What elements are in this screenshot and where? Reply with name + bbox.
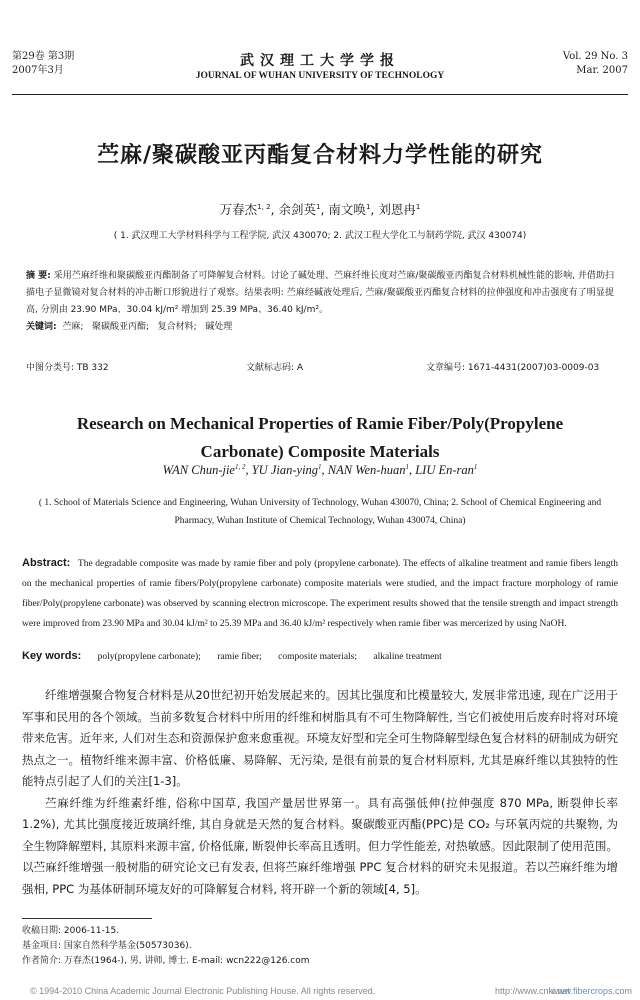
page-footer: [0, 984, 640, 1000]
author-sup: 1: [316, 203, 321, 211]
watermark-text: www.fibercrops.com: [551, 986, 632, 996]
title-cn: 苎麻/聚碳酸亚丙酯复合材料力学性能的研究: [96, 143, 544, 168]
footnotes: [22, 924, 618, 969]
keyword-item: 碱处理: [205, 322, 233, 332]
abstract-cn: [26, 268, 614, 336]
abstract-en-text: The degradable composite was made by ramie fiber and poly (propylene carbonate). The effects of alkaline treatment and ramie fibers length on the mechanical properties of ramie fibers/Poly(propylene carbonate) composite materials were studied, and the impact fracture morphology of ramie fiber/Poly(propylene carbonate) was observed by scanning electron microscope. The experiment results showed that the tensile strength and impact strength were improved from 23.90 MPa and 30.04 kJ/m² to 25.39 MPa and 36.40 kJ/m² respectively when ramie fiber was mercerized by using NaOH.: [22, 559, 618, 629]
author-sup: 1: [415, 203, 421, 211]
authors-cn: 万春杰$^{1, 2}$, 余剑英$^1$, 南文唤$^1$, 刘恩冉$^1$: [219, 202, 421, 217]
copyright-text: © 1994-2010 China Academic Journal Electronic Publishing House. All rights reserved.: [30, 986, 376, 996]
keyword-item: alkaline treatment: [373, 652, 442, 662]
abstract-en: [22, 553, 618, 634]
clc-number: 中图分类号: TB 332: [26, 363, 109, 373]
author-sup: 1: [318, 463, 322, 471]
keywords-en: [22, 650, 618, 662]
abstract-en-label: Abstract:: [22, 557, 71, 569]
keyword-item: 苎麻;: [62, 322, 84, 332]
author-name: 万春杰: [219, 202, 258, 217]
journal-name-cn: 武汉理工大学学报: [240, 53, 400, 69]
body-text: [22, 685, 618, 900]
header-rule: [12, 94, 628, 95]
author-name: NAN Wen-huan: [327, 463, 406, 477]
journal-name-en: JOURNAL OF WUHAN UNIVERSITY OF TECHNOLOGY: [195, 71, 445, 81]
keywords-cn-label: 关键词:: [26, 322, 57, 332]
affiliation-cn: ( 1. 武汉理工大学材料科学与工程学院, 武汉 430070; 2. 武汉工程大学化工与制药学院, 武汉 430074): [113, 231, 527, 241]
document-code: 文献标志码: A: [246, 363, 304, 373]
header-right: [563, 50, 628, 78]
author-name: 余剑英: [278, 202, 316, 217]
author-name: 南文唤: [328, 202, 366, 217]
footnote-funding: 基金项目: 国家自然科学基金(50573036).: [22, 941, 192, 951]
journal-header: [12, 50, 628, 90]
date-en: Mar. 2007: [576, 65, 628, 76]
classification-row: [26, 360, 614, 374]
author-sup: 1, 2: [234, 463, 246, 471]
header-center: [12, 50, 628, 81]
keyword-item: 复合材料;: [157, 322, 197, 332]
volume-en: Vol. 29 No. 3: [562, 51, 628, 62]
title-en: [0, 410, 640, 466]
author-name: YU Jian-ying: [251, 463, 319, 477]
keyword-item: ramie fiber;: [217, 652, 262, 662]
author-name: WAN Chun-jie: [162, 463, 235, 477]
keywords-en-label: Key words:: [22, 650, 82, 662]
abstract-cn-label: 摘 要:: [26, 271, 51, 281]
body-paragraph: 纤维增强聚合物复合材料是从20世纪初开始发展起来的。因其比强度和比模量较大, 发展非常迅速, 现在广泛用于军事和民用的各个领域。当前多数复合材料中所用的纤维和树脂具有不可生物降解性, 当它们被使用后废弃时将对环境带来危害。近年来, 人们对生态和资源保护愈来愈重视。环境友好型和完全可生物降解型绿色复合材料的研制成为研究热点之一。植物纤维来源丰富、价格低廉、易降解、无污染, 是很有前景的复合材料原料, 尤其是麻纤维以其独特的性能特点引起了人们的关注[1-3]。: [22, 688, 618, 788]
author-sup: 1: [365, 203, 371, 211]
article-number: 文章编号: 1671-4431(2007)03-0009-03: [426, 363, 600, 373]
author-name: LIU En-ran: [415, 463, 474, 477]
footnote-author: 作者简介: 万春杰(1964-), 男, 讲师, 博士. E-mail: wcn222@126.com: [22, 956, 310, 966]
date-cn: 2007年3月: [12, 65, 64, 76]
author-sup: 1: [405, 463, 409, 471]
title-en-line2: Carbonate) Composite Materials: [200, 442, 440, 461]
cnki-link[interactable]: http://www.cnki.net: [494, 986, 570, 996]
keyword-item: 聚碳酸亚丙酯;: [91, 322, 150, 332]
body-paragraph: 苎麻纤维为纤维素纤维, 俗称中国草, 我国产量居世界第一。具有高强低伸(拉伸强度 870 MPa, 断裂伸长率 1.2%), 尤其比强度接近玻璃纤维, 其自身就是天然的复合材料。聚碳酸亚丙酯(PPC)是 CO₂ 与环氧丙烷的共聚物, 为全生物降解塑料, 其原料来源丰富, 价格低廉, 断裂伸长率高且透明。但力学性能差, 对热敏感。因此限制了使用范围。以苎麻纤维增强一般树脂的研究论文已有发表, 但将苎麻纤维增强 PPC 复合材料的研究未见报道。若以苎麻纤维为增强相, PPC 为基体研制环境友好的可降解复合材料, 将开辟一个新的领域[4, 5]。: [22, 795, 618, 896]
footnote-rule: [22, 918, 152, 919]
keyword-item: poly(propylene carbonate);: [97, 652, 201, 662]
footnote-received: 收稿日期: 2006-11-15.: [22, 926, 120, 936]
abstract-cn-text: 采用苎麻纤维和聚碳酸亚丙酯制备了可降解复合材料。讨论了碱处理、苎麻纤维长度对苎麻/聚碳酸亚丙酯复合材料机械性能的影响, 并借助扫描电子显微镜对复合材料的冲击断口形貌进行了观察。结果表明: 苎麻经碱液处理后, 苎麻/聚碳酸亚丙酯复合材料的拉伸强度和冲击强度有了明显提高, 分别由 23.90 MPa、30.04 kJ/m² 增加到 25.39 MPa、36.40 kJ/m²。: [26, 271, 614, 315]
title-en-line1: Research on Mechanical Properties of Ramie Fiber/Poly(Propylene: [76, 414, 564, 433]
author-sup: 1, 2: [257, 203, 271, 211]
author-sup: 1: [473, 463, 478, 471]
author-name: 刘恩冉: [378, 202, 416, 217]
authors-en: WAN Chun-jie$^{1, 2}$, YU Jian-ying$^1$, NAN Wen-huan$^1$, LIU En-ran$^1$: [162, 463, 478, 477]
keyword-item: composite materials;: [278, 652, 358, 662]
keywords-cn: [26, 319, 614, 336]
affiliation-en: ( 1. School of Materials Science and Engineering, Wuhan University of Technology, Wuhan 430070, China; 2. School of Chemical Engineering and Pharmacy, Wuhan Institute of Chemical Technology, Wuhan 430074, China): [38, 498, 602, 526]
volume-cn: 第29卷 第3期: [12, 51, 75, 62]
